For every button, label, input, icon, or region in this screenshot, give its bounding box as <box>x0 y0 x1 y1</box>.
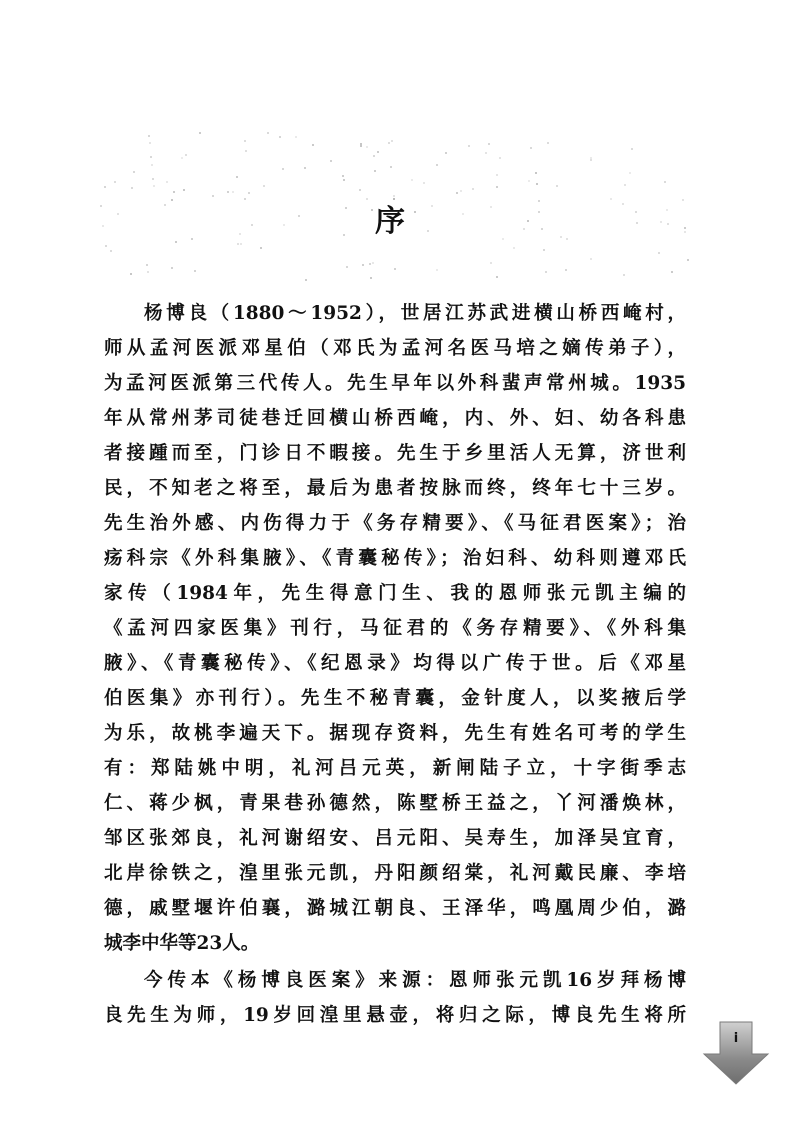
text-line: 仁、蒋少枫，青果巷孙德然，陈墅桥王益之，丫河潘焕林， <box>104 793 686 814</box>
scan-speck <box>528 180 530 182</box>
scan-speck <box>488 143 490 145</box>
scan-speck <box>148 135 150 137</box>
scan-speck <box>183 189 185 191</box>
scan-speck <box>232 191 234 193</box>
scan-speck <box>499 157 501 159</box>
scan-speck <box>468 145 470 147</box>
scan-speck <box>330 160 332 162</box>
scan-speck <box>496 186 498 188</box>
text-line: 家传（1984年，先生得意门生、我的恩师张元凯主编的 <box>104 583 686 604</box>
scan-speck <box>244 140 246 142</box>
scan-speck <box>227 191 229 193</box>
text-line: 《孟河四家医集》刊行，马征君的《务存精要》、《外科集 <box>104 618 686 639</box>
scan-speck <box>175 241 177 243</box>
scan-speck <box>556 185 558 187</box>
scan-speck <box>536 183 538 185</box>
text-line: 疡科宗《外科集腋》、《青囊秘传》；治妇科、幼科则遵邓氏 <box>104 548 686 569</box>
scan-speck <box>388 142 390 144</box>
scan-speck <box>394 268 396 270</box>
scan-speck <box>436 269 438 271</box>
scan-speck <box>658 252 660 254</box>
scan-speck <box>547 142 549 144</box>
scan-speck <box>436 164 438 166</box>
text-line: 北岸徐铁之，湟里张元凯，丹阳颜绍棠，礼河戴民廉、李培 <box>104 863 686 884</box>
scan-speck <box>153 185 155 187</box>
scan-speck <box>130 273 132 275</box>
scan-speck <box>671 271 673 273</box>
scan-speck <box>150 156 152 158</box>
scan-speck <box>456 192 458 194</box>
scan-speck <box>360 145 362 147</box>
scan-speck <box>631 148 633 150</box>
scan-speck <box>373 155 375 157</box>
scan-speck <box>411 179 413 181</box>
scan-speck <box>236 176 238 178</box>
scan-speck <box>181 157 183 159</box>
scan-speck <box>312 144 314 146</box>
text-line: 年从常州茅司徒巷迁回横山桥西崦，内、外、妇、幼各科患 <box>104 408 686 429</box>
text-line: 为孟河医派第三代传人。先生早年以外科蜚声常州城。1935 <box>104 373 686 394</box>
scan-speck <box>346 266 348 268</box>
scan-speck <box>199 132 201 134</box>
scan-speck <box>260 247 262 249</box>
scan-speck <box>545 271 547 273</box>
scan-speck <box>496 276 498 278</box>
text-line: 民，不知老之将至，最后为患者按脉而终，终年七十三岁。 <box>104 478 686 499</box>
scan-speck <box>110 250 112 252</box>
scan-speck <box>623 274 625 276</box>
scan-speck <box>590 258 592 260</box>
scan-speck <box>151 164 153 166</box>
scan-speck <box>362 264 364 266</box>
scan-speck <box>152 178 154 180</box>
scan-speck <box>114 181 116 183</box>
scan-speck <box>370 277 372 279</box>
scan-speck <box>377 151 379 153</box>
scan-speck <box>147 271 149 273</box>
scan-speck <box>664 181 666 183</box>
scan-speck <box>513 247 515 249</box>
text-line: 城李中华等23人。 <box>104 933 260 954</box>
scan-speck <box>342 175 344 177</box>
scan-speck <box>496 174 498 176</box>
scan-speck <box>282 168 284 170</box>
scan-speck <box>543 249 545 251</box>
scan-speck <box>173 191 175 193</box>
text-line: 良先生为师，19岁回湟里悬壶，将归之际，博良先生将所 <box>104 1005 686 1026</box>
scan-speck <box>305 279 307 281</box>
scan-speck <box>372 262 374 264</box>
scan-speck <box>133 171 135 173</box>
scan-speck <box>535 172 537 174</box>
scan-speck <box>490 262 492 264</box>
scan-speck <box>104 186 106 188</box>
scan-speck <box>166 181 168 183</box>
scan-speck <box>171 267 173 269</box>
down-arrow-icon <box>700 1020 772 1086</box>
text-line: 伯医集》亦刊行）。先生不秘青囊，金针度人，以奖掖后学 <box>104 688 686 709</box>
scan-speck <box>390 166 392 168</box>
text-line: 有：郑陆姚中明，礼河吕元英，新闸陆子立，十字街季志 <box>104 758 686 779</box>
scan-speck <box>359 189 361 191</box>
scan-speck <box>149 142 151 144</box>
scan-speck <box>263 185 265 187</box>
scan-speck <box>590 159 592 161</box>
scan-speck <box>105 245 107 247</box>
text-line: 先生治外感、内伤得力于《务存精要》、《马征君医案》；治 <box>104 513 686 534</box>
scan-speck <box>624 184 626 186</box>
scan-speck <box>423 182 425 184</box>
scan-speck <box>194 270 196 272</box>
text-line: 邹区张郊良，礼河谢绍安、吕元阳、吴寿生，加泽吴宜育， <box>104 828 686 849</box>
scan-speck <box>445 152 447 154</box>
scan-speck <box>391 140 393 142</box>
text-line: 者接踵而至，门诊日不暇接。先生于乡里活人无算，济世利 <box>104 443 686 464</box>
scan-speck <box>185 154 187 156</box>
text-line: 德，戚墅堰许伯襄，潞城江朝良、王泽华，鸣凰周少伯，潞 <box>104 898 686 919</box>
text-line: 师从孟河医派邓星伯（邓氏为孟河名医马培之嫡传弟子）， <box>104 338 686 359</box>
scan-speck <box>131 187 133 189</box>
body-text <box>104 296 686 1033</box>
scan-speck <box>374 170 376 172</box>
scan-speck <box>279 136 281 138</box>
scan-speck <box>472 188 474 190</box>
scan-speck <box>530 147 532 149</box>
scan-speck <box>248 192 250 194</box>
text-line: 为乐，故桃李遍天下。据现存资料，先生有姓名可考的学生 <box>104 723 686 744</box>
scan-speck <box>146 264 148 266</box>
scan-speck <box>369 263 371 265</box>
page-title: 序 <box>375 204 407 239</box>
scan-speck <box>565 269 567 271</box>
scan-speck <box>343 179 345 181</box>
text-line: 杨博良（1880～1952），世居江苏武进横山桥西崦村， <box>144 303 686 324</box>
scan-speck <box>629 172 631 174</box>
scan-speck <box>366 146 368 148</box>
scan-speck <box>267 132 269 134</box>
scan-speck <box>240 243 242 245</box>
scan-speck <box>460 190 462 192</box>
scan-speck <box>687 259 689 261</box>
next-page-button[interactable] <box>700 1020 772 1086</box>
scan-speck <box>485 152 487 154</box>
page-number: i <box>733 1031 739 1046</box>
scan-speck <box>295 136 297 138</box>
scan-speck <box>304 167 306 169</box>
text-line: 腋》、《青囊秘传》、《纪恩录》均得以广传于世。后《邓星 <box>104 653 686 674</box>
scan-speck <box>245 150 247 152</box>
text-line: 今传本《杨博良医案》来源：恩师张元凯16岁拜杨博 <box>144 970 686 991</box>
